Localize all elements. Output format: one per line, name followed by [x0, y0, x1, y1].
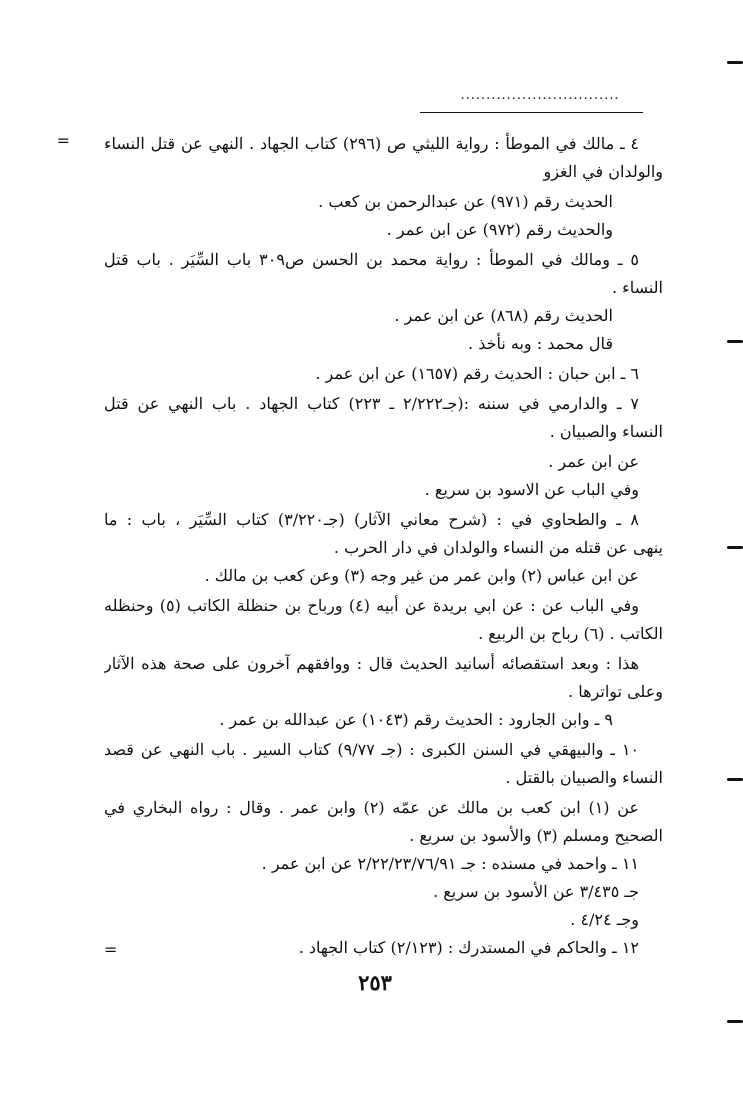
footnote-line: ١٢ ـ والحاكم في المستدرك : (٢/١٢٣) كتاب الجهاد . — [298, 938, 639, 957]
footnote-line: وفي الباب عن الاسود بن سريع . — [424, 480, 639, 499]
continuation-mark-top: = — [56, 131, 70, 150]
footnote-line: الحديث رقم (٨٦٨) عن ابن عمر . — [394, 306, 613, 325]
footnote-line: الكاتب . (٦) رباح بن الربيع . — [478, 624, 663, 643]
footnote-line: عن (١) ابن كعب بن مالك عن عمّه (٢) وابن عمر . وقال : رواه البخاري في — [104, 798, 639, 817]
footnote-line: ١١ ـ واحمد في مسنده : جـ ٢/٢٢/٢٣/٧٦/٩١ عن ابن عمر . — [261, 854, 639, 873]
footnote-line: هذا : وبعد استقصائه أسانيد الحديث قال : ووافقهم آخرون على صحة هذه الآثار — [104, 654, 639, 673]
scan-edge-mark — [727, 61, 743, 64]
footnote-line: وعلى تواترها . — [568, 682, 663, 701]
scan-edge-mark — [727, 546, 743, 549]
footnote-line: ٨ ـ والطحاوي في : (شرح معاني الآثار) (جـ٣/٢٢٠) كتاب السِّيَر ، باب : ما — [104, 510, 639, 529]
footnote-line: والولدان في الغزو — [543, 162, 663, 181]
header-dotted-line: ............................... — [460, 88, 620, 103]
footnote-line: ٧ ـ والدارمي في سننه :(جـ٢/٢٢٢ ـ ٢٢٣) كتاب الجهاد . باب النهي عن قتل — [104, 394, 639, 413]
footnote-line: والحديث رقم (٩٧٢) عن ابن عمر . — [386, 220, 613, 239]
page-number: ٢٥٣ — [358, 970, 392, 995]
footnote-line: عن ابن عباس (٢) وابن عمر من غير وجه (٣) وعن كعب بن مالك . — [204, 566, 639, 585]
footnote-line: ٦ ـ ابن حبان : الحديث رقم (١٦٥٧) عن ابن عمر . — [315, 364, 639, 383]
footnote-line: وفي الباب عن : عن ابي بريدة عن أبيه (٤) ورباح بن حنظلة الكاتب (٥) وحنظله — [104, 596, 639, 615]
continuation-mark-bottom: = — [104, 940, 118, 959]
footnote-line: جـ ٣/٤٣٥ عن الأسود بن سريع . — [433, 882, 639, 901]
scan-edge-mark — [727, 340, 743, 343]
scan-edge-mark — [727, 1020, 743, 1023]
footnote-line: ٥ ـ ومالك في الموطأ : رواية محمد بن الحسن ص٣٠٩ باب السِّيَر . باب قتل — [104, 250, 639, 269]
footnote-line: ١٠ ـ والبيهقي في السنن الكبرى : (جـ ٩/٧٧) كتاب السير . باب النهي عن قصد — [104, 740, 639, 759]
footnote-line: النساء والصبيان . — [549, 422, 663, 441]
header-rule — [420, 112, 643, 113]
footnote-line: النساء . — [612, 278, 663, 297]
footnote-line: ينهى عن قتله من النساء والولدان في دار الحرب . — [333, 538, 663, 557]
footnote-line: وجـ ٤/٢٤ . — [570, 910, 639, 929]
footnote-line: الحديث رقم (٩٧١) عن عبدالرحمن بن كعب . — [318, 192, 613, 211]
footnote-line: الصحيح ومسلم (٣) والأسود بن سريع . — [409, 826, 663, 845]
footnote-line: عن ابن عمر . — [548, 452, 639, 471]
scan-edge-mark — [727, 778, 743, 781]
footnote-line: قال محمد : وبه نأخذ . — [468, 334, 613, 353]
footnote-line: ٤ ـ مالك في الموطأ : رواية الليثي ص (٢٩٦) كتاب الجهاد . النهي عن قتل النساء — [104, 134, 639, 153]
footnote-line: النساء والصبيان بالقتل . — [505, 768, 663, 787]
footnote-line: ٩ ـ وابن الجارود : الحديث رقم (١٠٤٣) عن عبدالله بن عمر . — [219, 710, 613, 729]
